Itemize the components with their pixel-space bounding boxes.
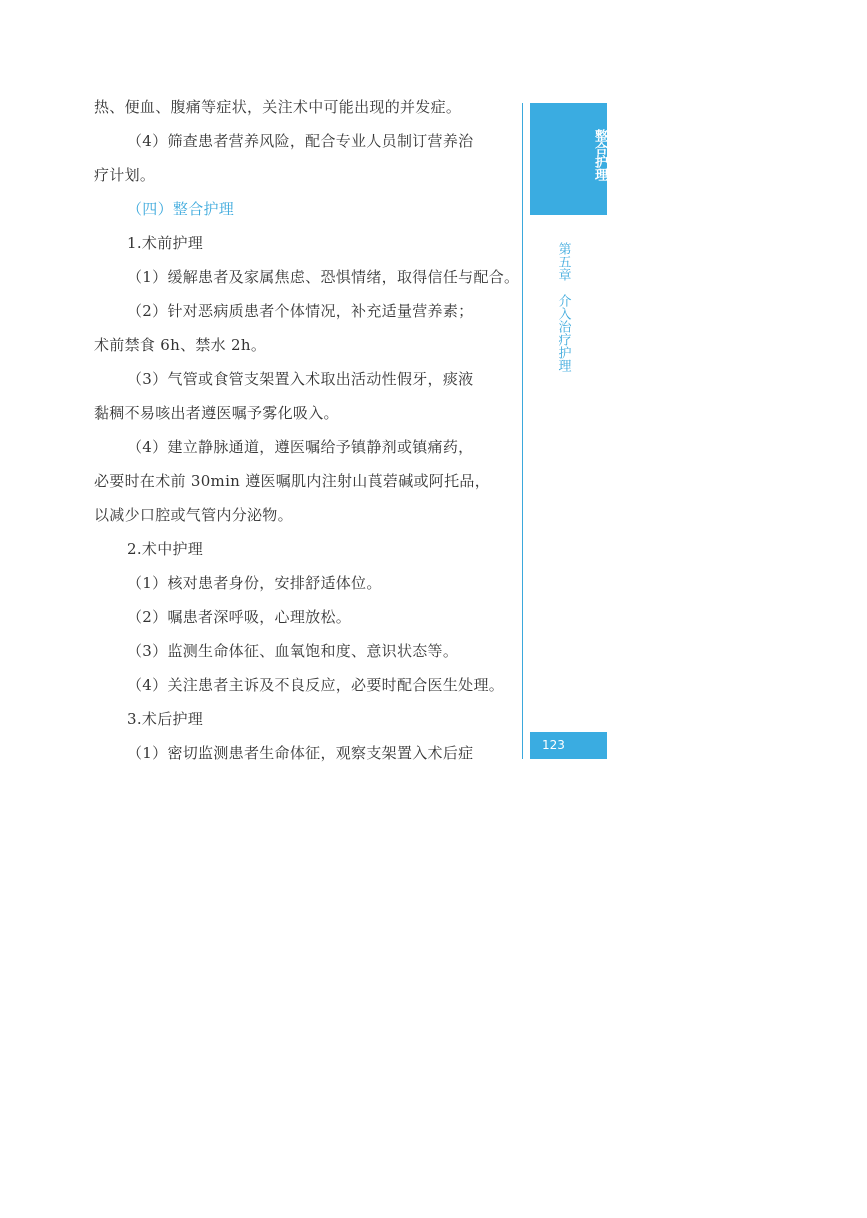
body-line: （4）关注患者主诉及不良反应，必要时配合医生处理。	[127, 676, 505, 694]
subsection-heading: 3.术后护理	[127, 710, 204, 728]
chapter-label-wrap	[530, 242, 596, 372]
page-number: 123	[542, 738, 565, 752]
body-line: 黏稠不易咳出者遵医嘱予雾化吸入。	[94, 404, 339, 422]
body-line: （4）建立静脉通道，遵医嘱给予镇静剂或镇痛药，	[127, 438, 474, 456]
body-line: （3）监测生命体征、血氧饱和度、意识状态等。	[127, 642, 459, 660]
subsection-heading: 2.术中护理	[127, 540, 204, 558]
section-heading: （四）整合护理	[127, 200, 235, 218]
subsection-heading: 1.术前护理	[127, 234, 204, 252]
body-line: （1）密切监测患者生命体征，观察支架置入术后症	[127, 744, 474, 762]
section-tab-label: 整合护理	[592, 129, 607, 181]
vertical-divider	[522, 103, 523, 759]
body-line: 热、便血、腹痛等症状，关注术中可能出现的并发症。	[94, 98, 462, 116]
body-line: （1）缓解患者及家属焦虑、恐惧情绪，取得信任与配合。	[127, 268, 520, 286]
body-line: （4）筛查患者营养风险，配合专业人员制订营养治	[127, 132, 474, 150]
body-line: 以减少口腔或气管内分泌物。	[94, 506, 293, 524]
body-line: （1）核对患者身份，安排舒适体位。	[127, 574, 382, 592]
chapter-label: 第五章 介入治疗护理	[555, 242, 571, 372]
section-tab	[530, 103, 607, 215]
body-line: 必要时在术前 30min 遵医嘱肌内注射山莨菪碱或阿托品，	[94, 472, 491, 490]
body-line: 疗计划。	[94, 166, 156, 184]
body-line: （3）气管或食管支架置入术取出活动性假牙，痰液	[127, 370, 474, 388]
section-tab-label-wrap	[530, 129, 607, 181]
page-number-box	[530, 732, 607, 759]
body-line: （2）嘱患者深呼吸，心理放松。	[127, 608, 352, 626]
body-line: 术前禁食 6h、禁水 2h。	[94, 336, 267, 354]
body-line: （2）针对恶病质患者个体情况，补充适量营养素；	[127, 302, 474, 320]
